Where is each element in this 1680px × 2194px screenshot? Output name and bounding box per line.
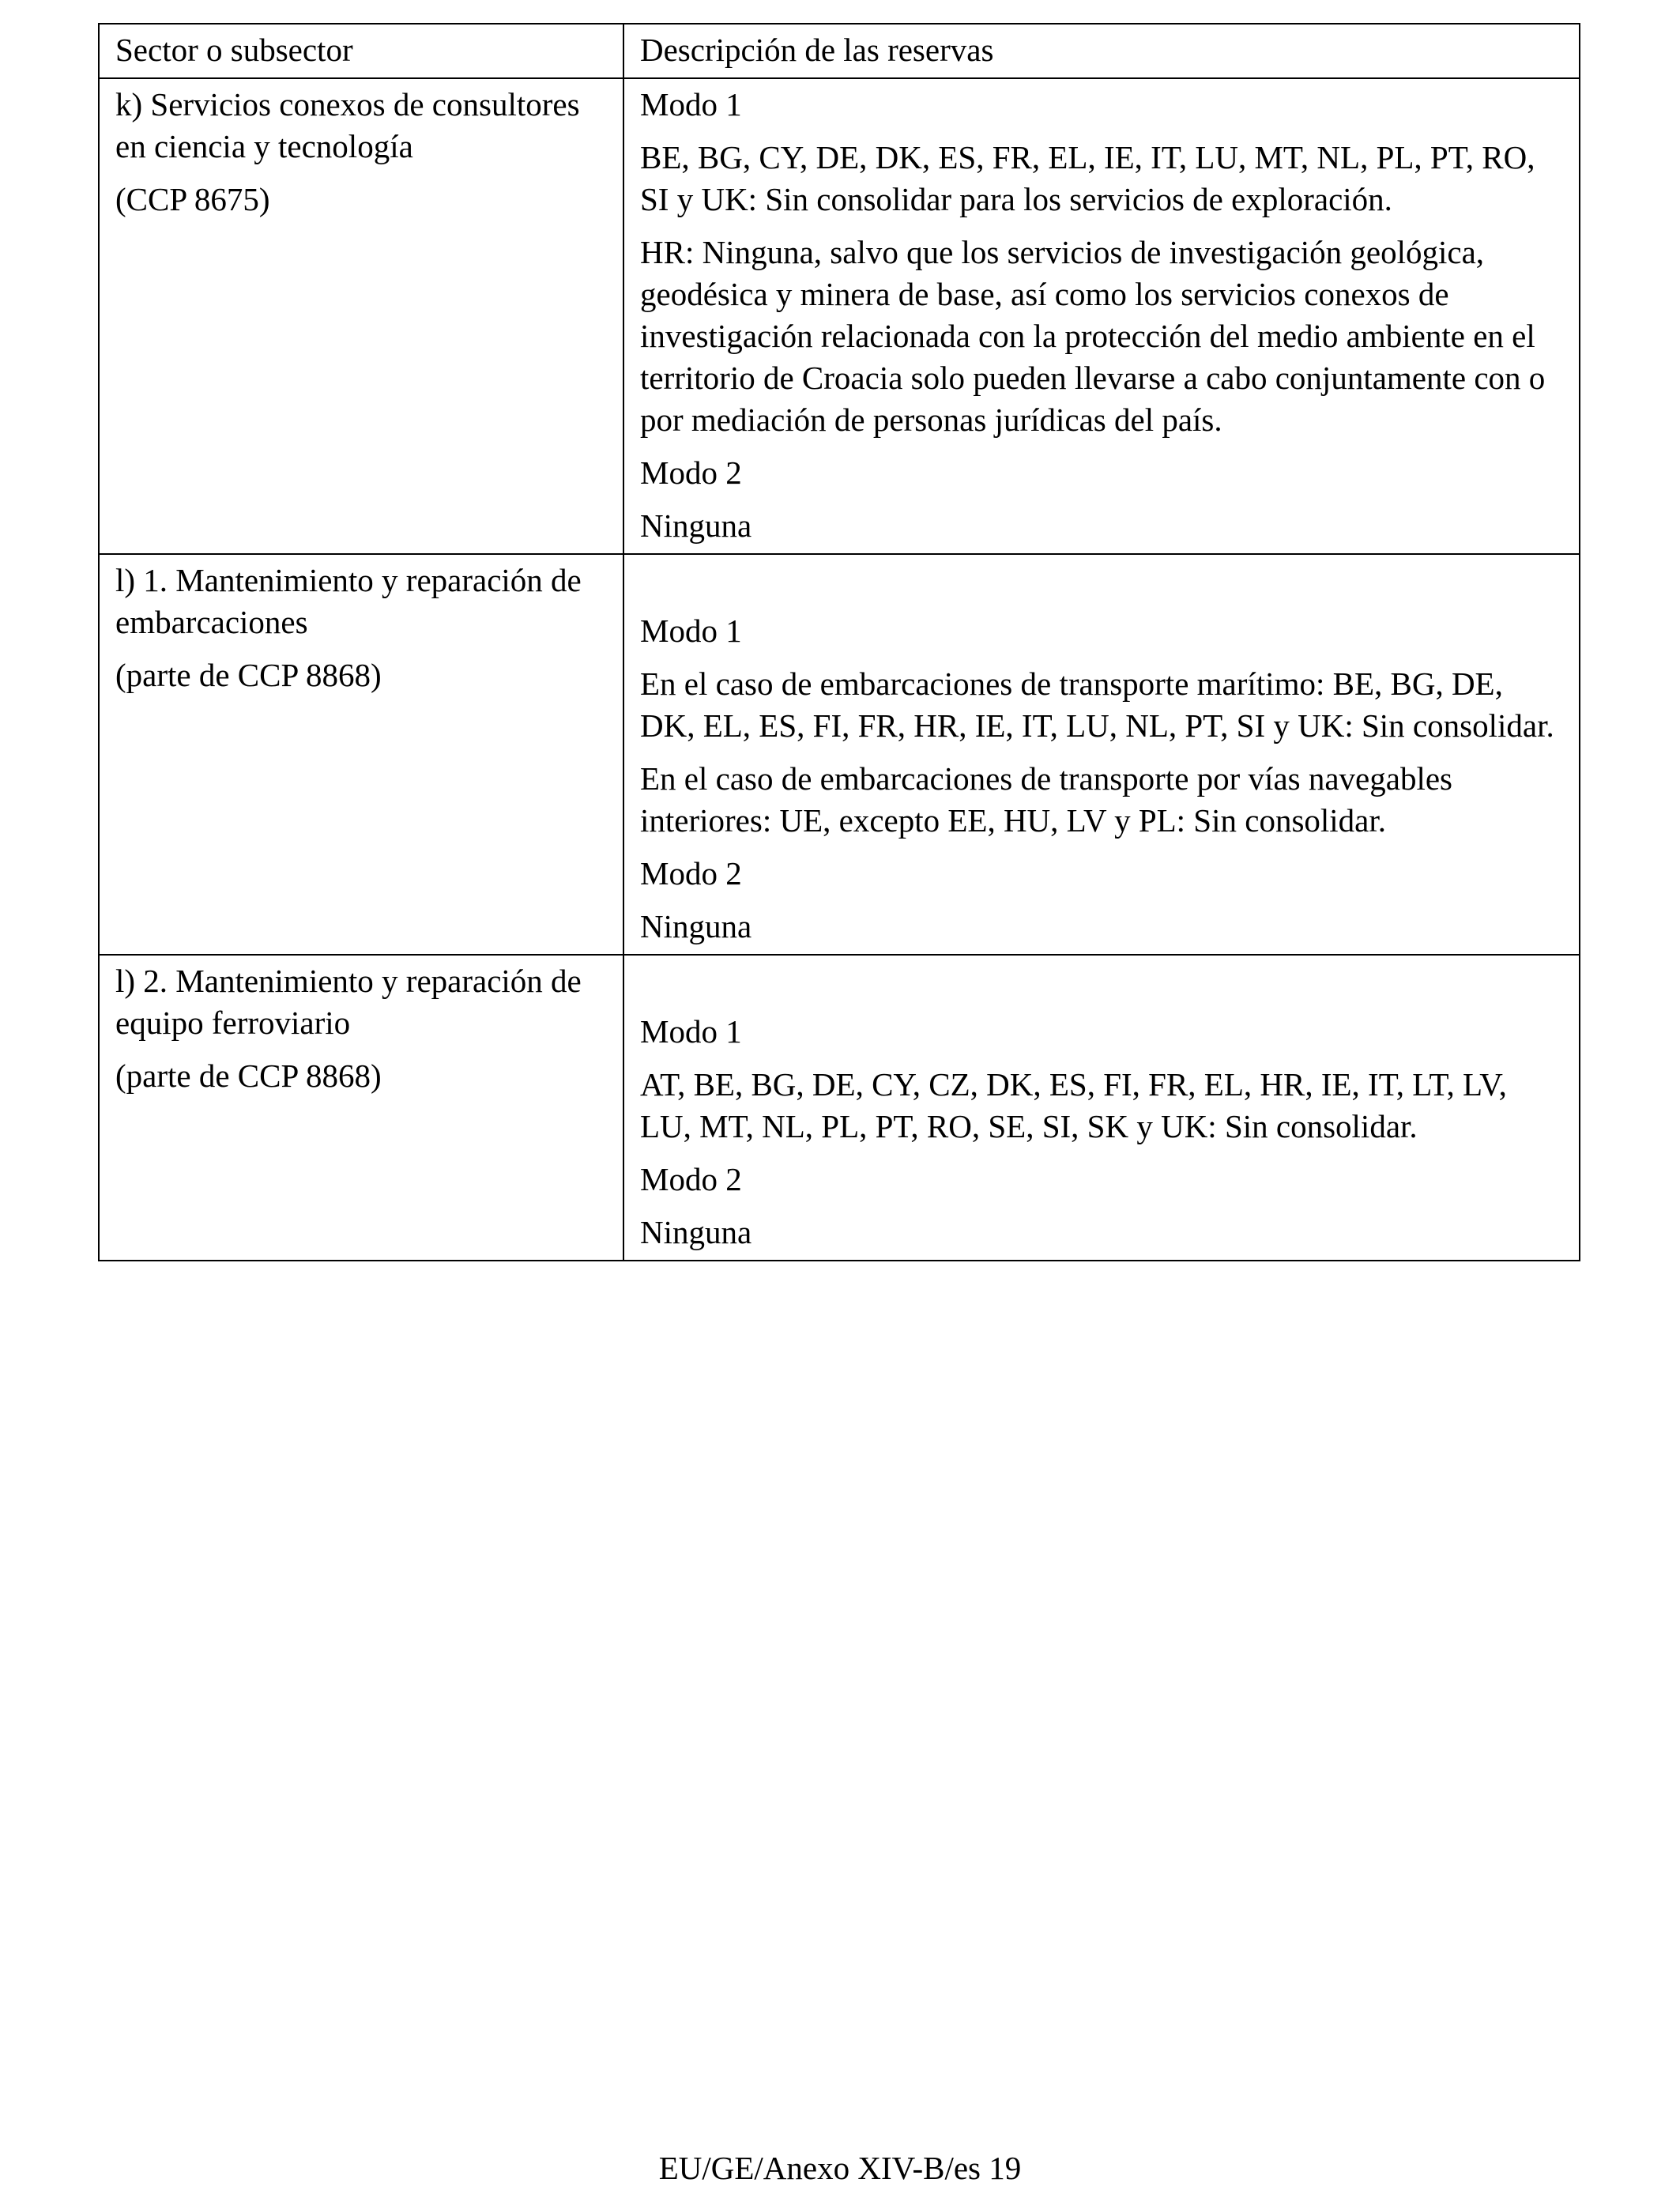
description-paragraph: En el caso de embarcaciones de transporte marítimo: BE, BG, DE, DK, EL, ES, FI, FR, HR, IE, IT, LU, NL, PT, SI y UK: Sin consolidar. [640, 665, 1554, 744]
header-sector: Sector o subsector [99, 24, 623, 78]
mode-heading: Modo 1 [640, 1013, 742, 1050]
description-paragraph: Ninguna [640, 1214, 752, 1250]
description-paragraph: En el caso de embarcaciones de transporte por vías navegables interiores: UE, excepto EE, HU, LV y PL: Sin consolidar. [640, 760, 1452, 839]
description-cell [623, 955, 1580, 1261]
sector-title: k) Servicios conexos de consultores en ciencia y tecnología [115, 86, 580, 164]
table-header-row [99, 24, 1580, 78]
header-description: Descripción de las reservas [623, 24, 1580, 78]
mode-heading: Modo 2 [640, 855, 742, 892]
description-paragraph: Ninguna [640, 507, 752, 544]
description-cell [623, 78, 1580, 554]
sector-cell [99, 955, 623, 1261]
mode-heading: Modo 2 [640, 1161, 742, 1197]
sector-ccp: (parte de CCP 8868) [115, 1057, 382, 1094]
description-paragraph: BE, BG, CY, DE, DK, ES, FR, EL, IE, IT, LU, MT, NL, PL, PT, RO, SI y UK: Sin consolidar para los servicios de exploración. [640, 139, 1535, 217]
table-row [99, 78, 1580, 554]
sector-ccp: (CCP 8675) [115, 181, 270, 217]
sector-cell [99, 554, 623, 955]
description-paragraph: Ninguna [640, 908, 752, 944]
sector-ccp: (parte de CCP 8868) [115, 657, 382, 693]
page-footer-reference: EU/GE/Anexo XIV-B/es 19 [658, 2150, 1022, 2186]
mode-heading: Modo 1 [640, 86, 742, 123]
description-paragraph: HR: Ninguna, salvo que los servicios de investigación geológica, geodésica y minera de base, así como los servicios conexos de investigación relacionada con la protección del medio ambiente en el territorio de Croacia solo pueden llevarse a cabo conjuntamente con o por mediación de personas jurídicas del país. [640, 234, 1546, 438]
mode-heading: Modo 2 [640, 454, 742, 491]
sector-title: l) 2. Mantenimiento y reparación de equipo ferroviario [115, 963, 582, 1041]
reservations-table [98, 23, 1580, 1261]
description-paragraph: AT, BE, BG, DE, CY, CZ, DK, ES, FI, FR, EL, HR, IE, IT, LT, LV, LU, MT, NL, PL, PT, RO, SE, SI, SK y UK: Sin consolidar. [640, 1066, 1507, 1144]
mode-heading: Modo 1 [640, 613, 742, 649]
description-cell [623, 554, 1580, 955]
table-row [99, 955, 1580, 1261]
table-row [99, 554, 1580, 955]
sector-title: l) 1. Mantenimiento y reparación de embarcaciones [115, 562, 582, 640]
sector-cell [99, 78, 623, 554]
